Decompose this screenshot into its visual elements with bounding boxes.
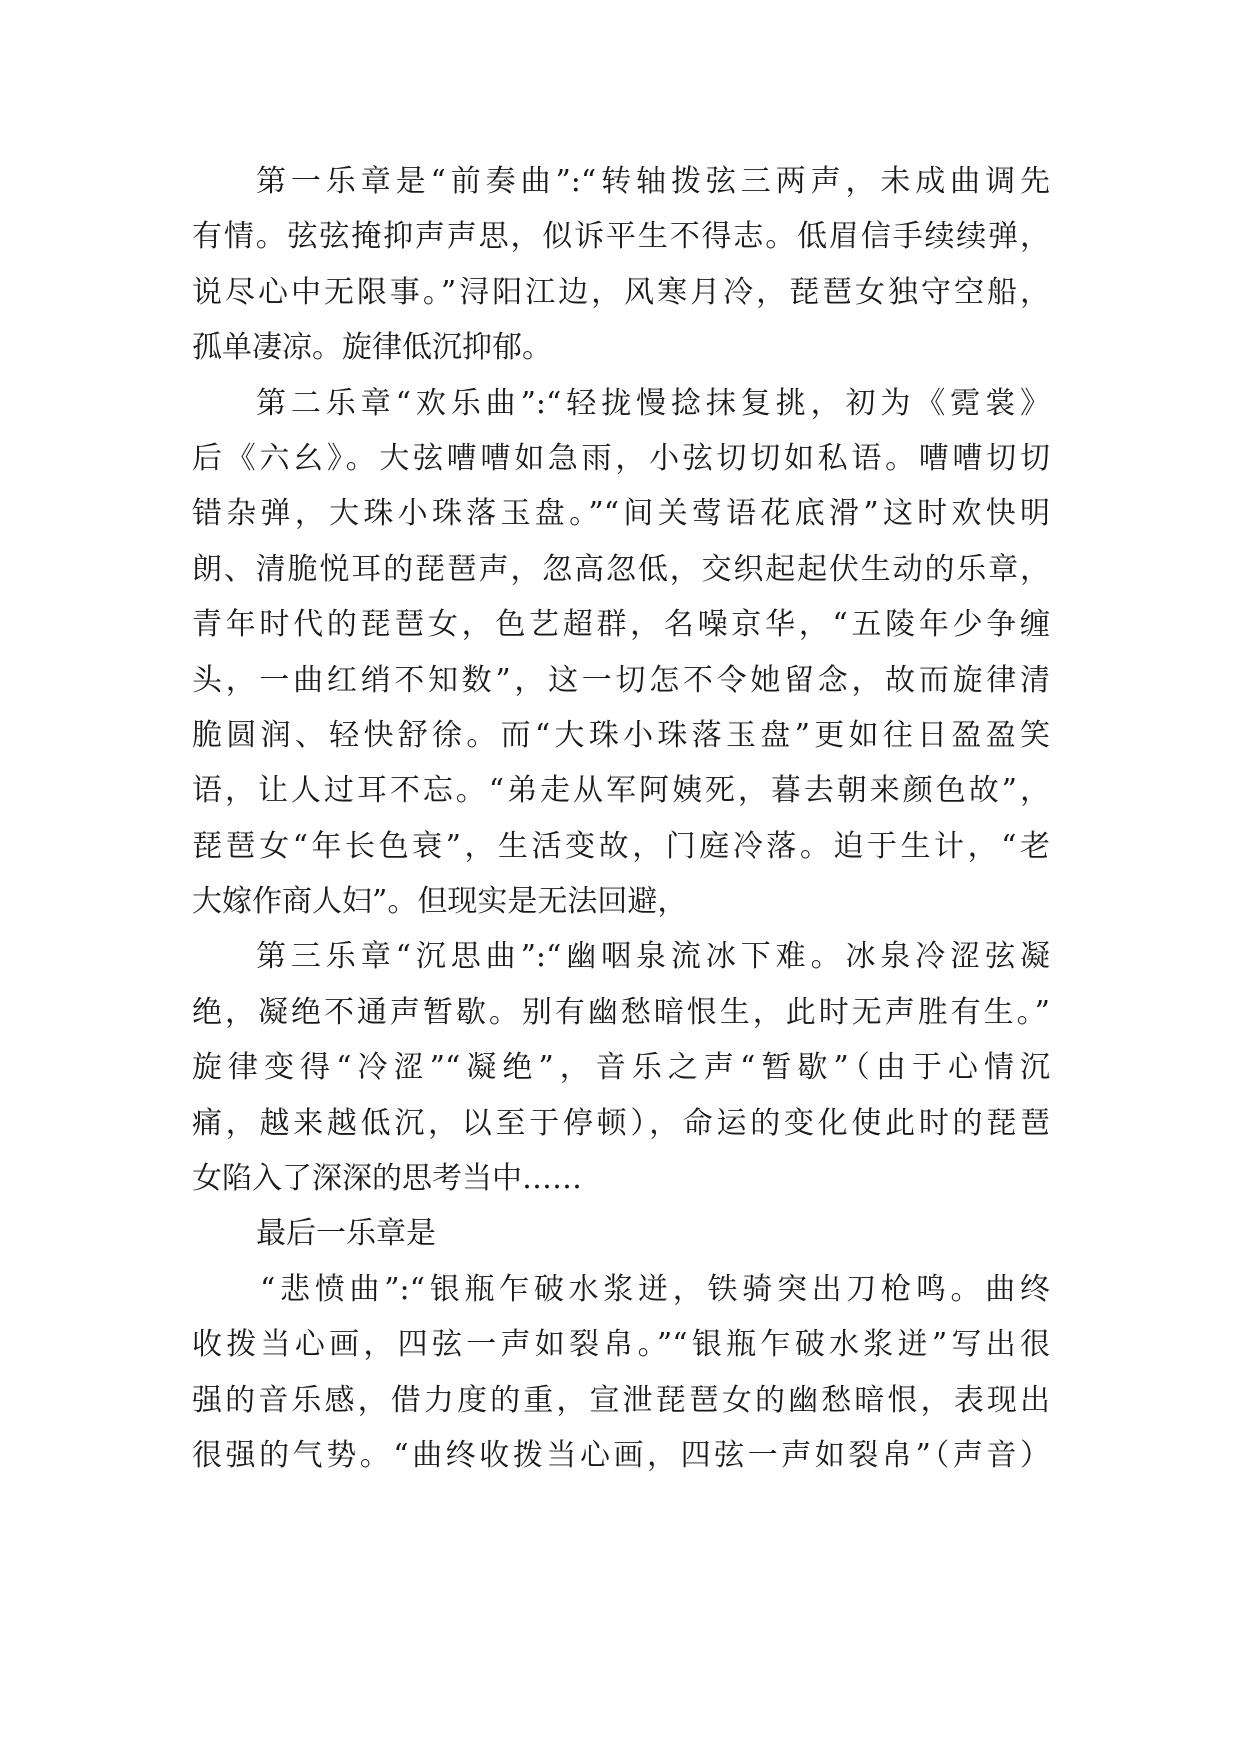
paragraph-joyful [192,376,1050,930]
text-line: 错杂弹，大珠小珠落玉盘。”“间关莺语花底滑”这时欢快明 [192,496,1050,532]
text-line: “悲愤曲”:“银瓶乍破水浆迸，铁骑突出刀枪鸣。曲终 [260,1271,1050,1307]
text-line: 第三乐章“沉思曲”:“幽咽泉流冰下难。冰泉冷涩弦凝 [256,939,1050,975]
paragraph-final-movement [192,1206,1050,1261]
text-line: 说尽心中无限事。”浔阳江边，风寒月冷，琵琶女独守空船， [192,274,1050,310]
text-line: 头，一曲红绡不知数”，这一切怎不令她留念，故而旋律清 [192,662,1050,698]
text-line: 强的音乐感，借力度的重，宣泄琵琶女的幽愁暗恨，表现出 [192,1382,1050,1418]
text-line: 旋律变得“冷涩”“凝绝”，音乐之声“暂歇”（由于心情沉 [192,1050,1050,1086]
body-text [192,154,1050,1483]
text-line: 第二乐章“欢乐曲”:“轻拢慢捻抹复挑，初为《霓裳》 [256,385,1050,421]
paragraph-meditation [192,929,1050,1206]
text-line: 收拨当心画，四弦一声如裂帛。”“银瓶乍破水浆迸”写出很 [192,1327,1050,1363]
text-line: 青年时代的琵琶女，色艺超群，名噪京华，“五陵年少争缠 [192,607,1050,643]
paragraph-grief [192,1262,1050,1484]
paragraph-prelude [192,154,1050,376]
text-line: 有情。弦弦掩抑声声思，似诉平生不得志。低眉信手续续弹， [192,219,1050,255]
text-line: 大嫁作商人妇”。但现实是无法回避， [192,884,688,920]
text-line: 最后一乐章是 [256,1216,436,1252]
text-line: 女陷入了深深的思考当中…… [192,1161,582,1197]
text-line: 后《六幺》。大弦嘈嘈如急雨，小弦切切如私语。嘈嘈切切 [192,440,1050,476]
text-line: 脆圆润、轻快舒徐。而“大珠小珠落玉盘”更如往日盈盈笑 [192,717,1050,753]
text-line: 朗、清脆悦耳的琵琶声，忽高忽低，交织起起伏生动的乐章， [192,551,1050,587]
text-line: 孤单凄凉。旋律低沉抑郁。 [192,330,552,366]
text-line: 痛，越来越低沉，以至于停顿），命运的变化使此时的琵琶 [192,1105,1050,1141]
text-line: 绝，凝绝不通声暂歇。别有幽愁暗恨生，此时无声胜有生。” [192,994,1050,1030]
text-line: 琵琶女“年长色衰”，生活变故，门庭冷落。迫于生计，“老 [192,828,1050,864]
text-line: 语，让人过耳不忘。“弟走从军阿姨死，暮去朝来颜色故”， [192,773,1050,809]
text-line: 第一乐章是“前奏曲”:“转轴拨弦三两声，未成曲调先 [256,164,1050,199]
text-line: 很强的气势。“曲终收拨当心画，四弦一声如裂帛”（声音） [192,1437,1050,1473]
